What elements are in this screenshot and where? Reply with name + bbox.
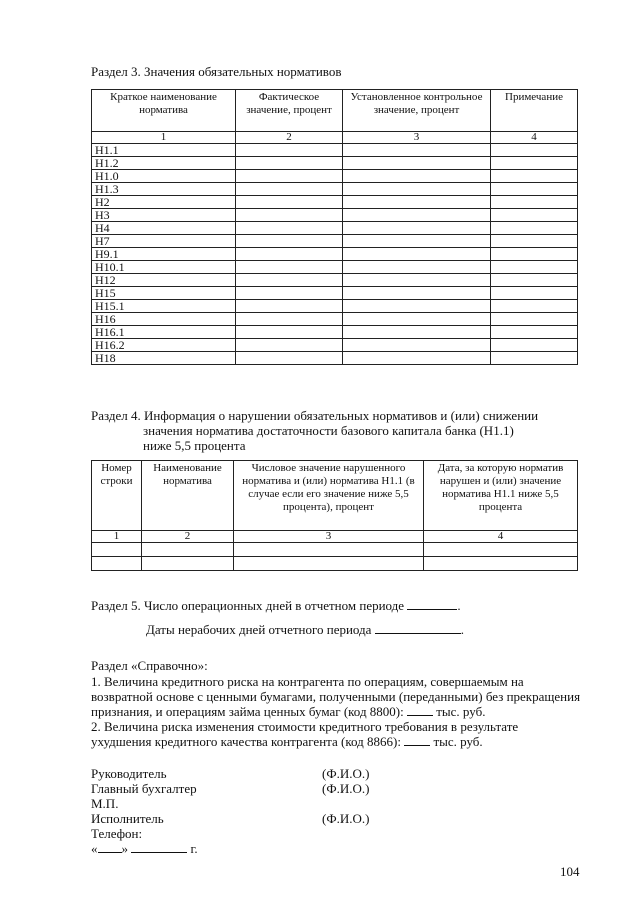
nonworking-days-blank: [375, 622, 461, 634]
date-close-quote: »: [121, 841, 128, 856]
table-cell: [343, 222, 491, 235]
norm-code: Н9.1: [92, 248, 236, 261]
section3-table: [91, 89, 578, 365]
norm-code: Н4: [92, 222, 236, 235]
table-cell: [491, 261, 578, 274]
table-row: [92, 300, 578, 313]
reference-item1-label: признания, и операциям займа ценных бумаг (код 8800):: [91, 704, 404, 719]
table-cell: [491, 287, 578, 300]
table-row: [92, 287, 578, 300]
table-cell: [343, 183, 491, 196]
section4-colnum-row: [92, 531, 578, 543]
section5-nonworking-days-label: Даты нерабочих дней отчетного периода: [146, 622, 372, 637]
section4-table: [91, 460, 578, 571]
table-cell: [491, 183, 578, 196]
table-cell: [491, 339, 578, 352]
section3-header-row: [92, 90, 578, 132]
reference-item1-line1: 1. Величина кредитного риска на контрагента по операциям, совершаемым на: [91, 674, 524, 689]
table-row: [92, 543, 578, 557]
norm-code: Н10.1: [92, 261, 236, 274]
norm-code: Н3: [92, 209, 236, 222]
table-row: [92, 144, 578, 157]
reference-title: Раздел «Справочно»:: [91, 658, 208, 673]
table-cell: [343, 300, 491, 313]
date-line: [91, 841, 198, 856]
colnum-3: 3: [343, 132, 491, 144]
reference-item1-line3: [91, 704, 485, 719]
table-row: [92, 557, 578, 571]
table-row: [92, 183, 578, 196]
section4-title-line3: ниже 5,5 процента: [143, 438, 246, 453]
table-row: [92, 235, 578, 248]
table-row: [92, 196, 578, 209]
section5-operational-days-label: Раздел 5. Число операционных дней в отчетном периоде: [91, 598, 405, 613]
table-cell: [236, 196, 343, 209]
reference-item1-line2: возвратной основе с ценными бумагами, полученными (переданными) без прекращения: [91, 689, 581, 704]
table-cell: [491, 222, 578, 235]
table-cell: [343, 144, 491, 157]
signature-executor-fio: (Ф.И.О.): [322, 811, 370, 826]
table-row: [92, 326, 578, 339]
colnum-2: 2: [236, 132, 343, 144]
section4-header-name: Наименование норматива: [142, 461, 234, 531]
section5-line1: Раздел 5. Число операционных дней в отчетном периоде .: [91, 598, 461, 613]
table-cell: [236, 248, 343, 261]
section3-rows: [92, 144, 578, 365]
table-cell: [491, 326, 578, 339]
reference-item1-unit: тыс. руб.: [436, 704, 486, 719]
norm-code: Н2: [92, 196, 236, 209]
table-cell: [236, 183, 343, 196]
colnum-1: 1: [92, 132, 236, 144]
table-cell: [343, 235, 491, 248]
table-cell: [236, 287, 343, 300]
table-cell: [491, 157, 578, 170]
signature-executor-label: Исполнитель: [91, 811, 164, 826]
section4-header-value: Числовое значение нарушенного норматива и (или) норматива Н1.1 (в случае если его значение ниже 5,5 процента), процент: [234, 461, 424, 531]
table-cell: [343, 287, 491, 300]
page-number: 104: [560, 864, 580, 879]
table-row: [92, 157, 578, 170]
table-cell: [343, 261, 491, 274]
table-cell: [236, 144, 343, 157]
table-cell: [236, 261, 343, 274]
table-cell: [491, 274, 578, 287]
section4-title-line1: Раздел 4. Информация о нарушении обязательных нормативов и (или) снижении: [91, 408, 539, 423]
section3-header-control: Установленное контрольное значение, процент: [343, 90, 491, 132]
table-cell: [491, 209, 578, 222]
table-cell: [343, 170, 491, 183]
phone-label: Телефон:: [91, 826, 143, 841]
table-cell: [343, 274, 491, 287]
colnum-1: 1: [92, 531, 142, 543]
signature-accountant-fio: (Ф.И.О.): [322, 781, 370, 796]
table-cell: [236, 274, 343, 287]
section3-header-note: Примечание: [491, 90, 578, 132]
signature-accountant-label: Главный бухгалтер: [91, 781, 197, 796]
signature-head-fio: (Ф.И.О.): [322, 766, 370, 781]
table-cell: [236, 170, 343, 183]
table-cell: [236, 157, 343, 170]
table-cell: [236, 352, 343, 365]
table-cell: [343, 248, 491, 261]
code8866-blank: [404, 734, 430, 746]
section3-header-actual: Фактическое значение, процент: [236, 90, 343, 132]
table-cell: [236, 313, 343, 326]
reference-item2-unit: тыс. руб.: [433, 734, 483, 749]
section4-header-number: Номер строки: [92, 461, 142, 531]
colnum-2: 2: [142, 531, 234, 543]
table-cell: [236, 235, 343, 248]
table-cell: [343, 326, 491, 339]
day-blank: [98, 841, 122, 853]
colnum-4: 4: [491, 132, 578, 144]
norm-code: Н15.1: [92, 300, 236, 313]
table-cell: [491, 352, 578, 365]
table-row: [92, 313, 578, 326]
table-row: [92, 261, 578, 274]
table-cell: [491, 300, 578, 313]
table-row: [92, 222, 578, 235]
norm-code: Н15: [92, 287, 236, 300]
norm-code: Н16.2: [92, 339, 236, 352]
section4-header-date: Дата, за которую норматив нарушен и (или) значение норматива Н1.1 ниже 5,5 процента: [424, 461, 578, 531]
reference-item2-label: ухудшения кредитного качества контрагента (код 8866):: [91, 734, 401, 749]
section3-colnum-row: [92, 132, 578, 144]
section4-header-row: [92, 461, 578, 531]
table-cell: [343, 209, 491, 222]
norm-code: Н1.3: [92, 183, 236, 196]
table-cell: [491, 144, 578, 157]
table-cell: [236, 209, 343, 222]
table-cell: [491, 170, 578, 183]
norm-code: Н7: [92, 235, 236, 248]
table-cell: [343, 339, 491, 352]
date-open-quote: «: [91, 841, 98, 856]
stamp-label: М.П.: [91, 796, 119, 811]
month-blank: [131, 841, 187, 853]
operational-days-blank: [407, 598, 457, 610]
table-cell: [236, 339, 343, 352]
table-cell: [236, 326, 343, 339]
norm-code: Н16.1: [92, 326, 236, 339]
table-row: [92, 170, 578, 183]
section5-line2: Даты нерабочих дней отчетного периода .: [146, 622, 464, 637]
colnum-4: 4: [424, 531, 578, 543]
section4-title-line2: значения норматива достаточности базового капитала банка (Н1.1): [143, 423, 514, 438]
table-cell: [491, 248, 578, 261]
table-cell: [236, 300, 343, 313]
table-row: [92, 339, 578, 352]
norm-code: Н1.0: [92, 170, 236, 183]
reference-item2-line2: [91, 734, 483, 749]
table-row: [92, 209, 578, 222]
table-cell: [343, 196, 491, 209]
reference-item2-line1: 2. Величина риска изменения стоимости кредитного требования в результате: [91, 719, 519, 734]
table-cell: [491, 313, 578, 326]
table-cell: [343, 313, 491, 326]
table-row: [92, 352, 578, 365]
norm-code: Н12: [92, 274, 236, 287]
table-row: [92, 248, 578, 261]
section3-title: Раздел 3. Значения обязательных нормативов: [91, 64, 342, 79]
table-cell: [343, 157, 491, 170]
section3-header-name: Краткое наименование норматива: [92, 90, 236, 132]
table-cell: [491, 196, 578, 209]
table-cell: [236, 222, 343, 235]
year-suffix: г.: [190, 841, 198, 856]
norm-code: Н1.2: [92, 157, 236, 170]
table-cell: [343, 352, 491, 365]
code8800-blank: [407, 704, 433, 716]
norm-code: Н1.1: [92, 144, 236, 157]
norm-code: Н18: [92, 352, 236, 365]
norm-code: Н16: [92, 313, 236, 326]
table-row: [92, 274, 578, 287]
signature-head-label: Руководитель: [91, 766, 167, 781]
colnum-3: 3: [234, 531, 424, 543]
table-cell: [491, 235, 578, 248]
